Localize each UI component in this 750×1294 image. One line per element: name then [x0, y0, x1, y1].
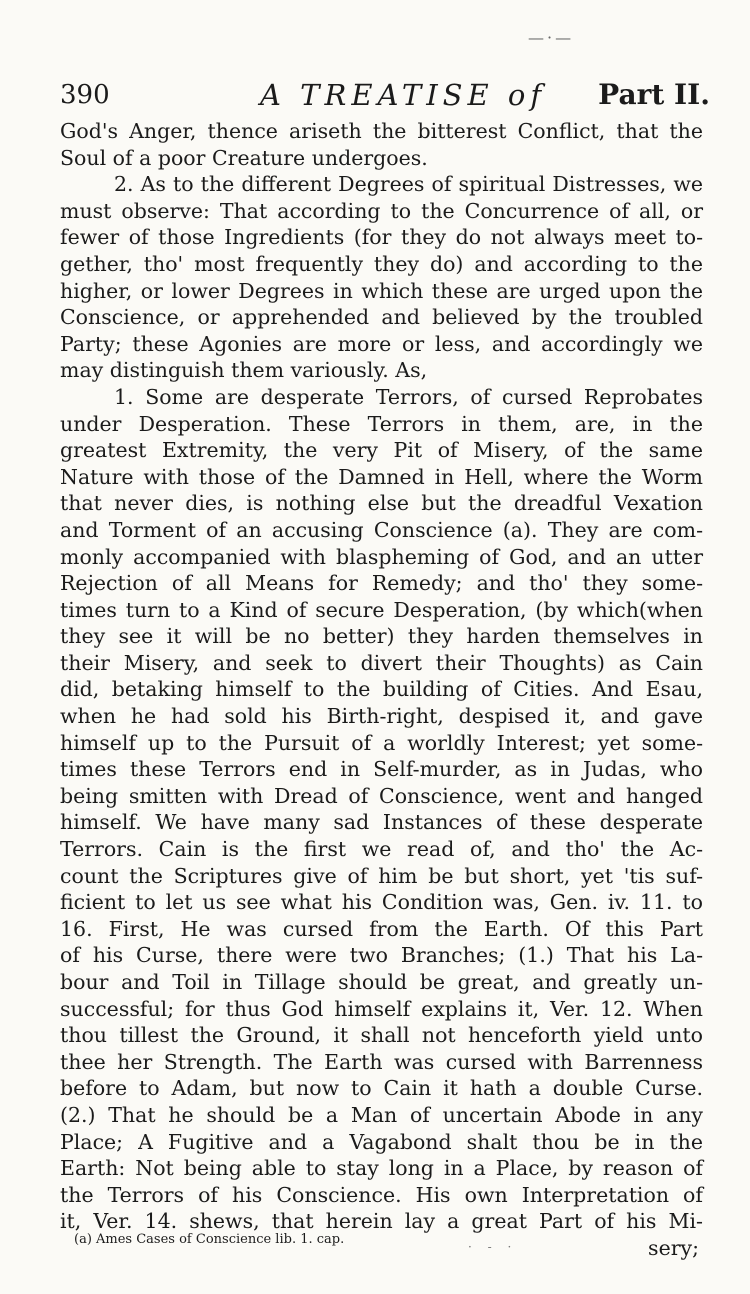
text-line: higher, or lower Degrees in which these are urged upon the — [60, 278, 703, 303]
text-line: they see it will be no better) they harden themselves in — [60, 624, 703, 649]
text-line: Soul of a poor Creature undergoes. — [60, 145, 428, 170]
text-line: when he had sold his Birth-right, despised it, and gave — [60, 704, 703, 729]
text-line: Earth: Not being able to stay long in a Place, by reason of — [60, 1156, 703, 1181]
text-line: 16. First, He was cursed from the Earth. Of this Part — [60, 916, 703, 941]
text-line: thee her Strength. The Earth was cursed with Barrenness — [60, 1049, 703, 1074]
text-line: their Misery, and seek to divert their Thoughts) as Cain — [60, 650, 703, 675]
text-line: himself up to the Pursuit of a worldly Interest; yet some- — [60, 730, 703, 755]
text-line: bour and Toil in Tillage should be great, and greatly un- — [60, 970, 703, 994]
text-line: before to Adam, but now to Cain it hath a double Curse. — [60, 1076, 703, 1101]
text-line: being smitten with Dread of Conscience, went and hanged — [60, 783, 703, 808]
footnote: (a) Ames Cases of Conscience lib. 1. cap. — [74, 1232, 345, 1247]
text-line: Conscience, or apprehended and believed by the troubled — [60, 305, 703, 330]
text-line: God's Anger, thence ariseth the bitterest Conflict, that the — [60, 119, 703, 143]
text-line: of his Curse, there were two Branches; (1.) That his La- — [60, 943, 703, 968]
body-text — [60, 118, 703, 1262]
text-line: times turn to a Kind of secure Desperation, (by which(when — [60, 597, 703, 622]
text-line: and Torment of an accusing Conscience (a). They are com- — [60, 517, 703, 542]
text-line: 2. As to the different Degrees of spiritual Distresses, we — [114, 172, 703, 197]
text-line: Rejection of all Means for Remedy; and tho' they some- — [60, 571, 703, 596]
text-line: ficient to let us see what his Condition was, Gen. iv. 11. to — [60, 890, 703, 915]
page-number: 390 — [60, 80, 110, 110]
text-line: Terrors. Cain is the first we read of, and tho' the Ac- — [60, 837, 703, 862]
text-line: Place; A Fugitive and a Vagabond shalt thou be in the — [60, 1129, 703, 1154]
text-line: that never dies, is nothing else but the dreadful Vexation — [60, 491, 703, 516]
text-line: greatest Extremity, the very Pit of Misery, of the same — [60, 438, 703, 463]
text-line: successful; for thus God himself explains it, Ver. 12. When — [60, 996, 703, 1021]
text-line: thou tillest the Ground, it shall not henceforth yield unto — [60, 1023, 703, 1048]
text-line: monly accompanied with blaspheming of God, and an utter — [60, 544, 703, 569]
running-title: A TREATISE of — [260, 78, 547, 112]
text-line: count the Scriptures give of him be but short, yet 'tis suf- — [60, 863, 703, 888]
text-line: 1. Some are desperate Terrors, of cursed Reprobates — [114, 384, 703, 409]
text-line: (2.) That he should be a Man of uncertain Abode in any — [60, 1102, 703, 1127]
text-line: fewer of those Ingredients (for they do not always meet to- — [60, 225, 703, 250]
text-line: gether, tho' most frequently they do) and according to the — [60, 251, 703, 276]
text-line: sery; — [648, 1235, 699, 1260]
text-line: must observe: That according to the Concurrence of all, or — [60, 198, 703, 223]
text-line: times these Terrors end in Self-murder, as in Judas, who — [60, 757, 703, 782]
top-mark: —·— — [528, 28, 575, 47]
text-line: Nature with those of the Damned in Hell, where the Worm — [60, 464, 703, 489]
part-label: Part II. — [598, 78, 710, 111]
text-line: it, Ver. 14. shews, that herein lay a great Part of his Mi- — [60, 1209, 703, 1234]
text-line: Party; these Agonies are more or less, and accordingly we — [60, 331, 703, 356]
text-line: himself. We have many sad Instances of these desperate — [60, 810, 703, 835]
page-header — [60, 74, 710, 122]
text-line: may distinguish them variously. As, — [60, 358, 428, 383]
text-line: the Terrors of his Conscience. His own Interpretation of — [60, 1182, 703, 1207]
text-line: did, betaking himself to the building of Cities. And Esau, — [60, 677, 703, 702]
footer-marks: · - · — [468, 1240, 518, 1254]
text-line: under Desperation. These Terrors in them, are, in the — [60, 411, 703, 436]
